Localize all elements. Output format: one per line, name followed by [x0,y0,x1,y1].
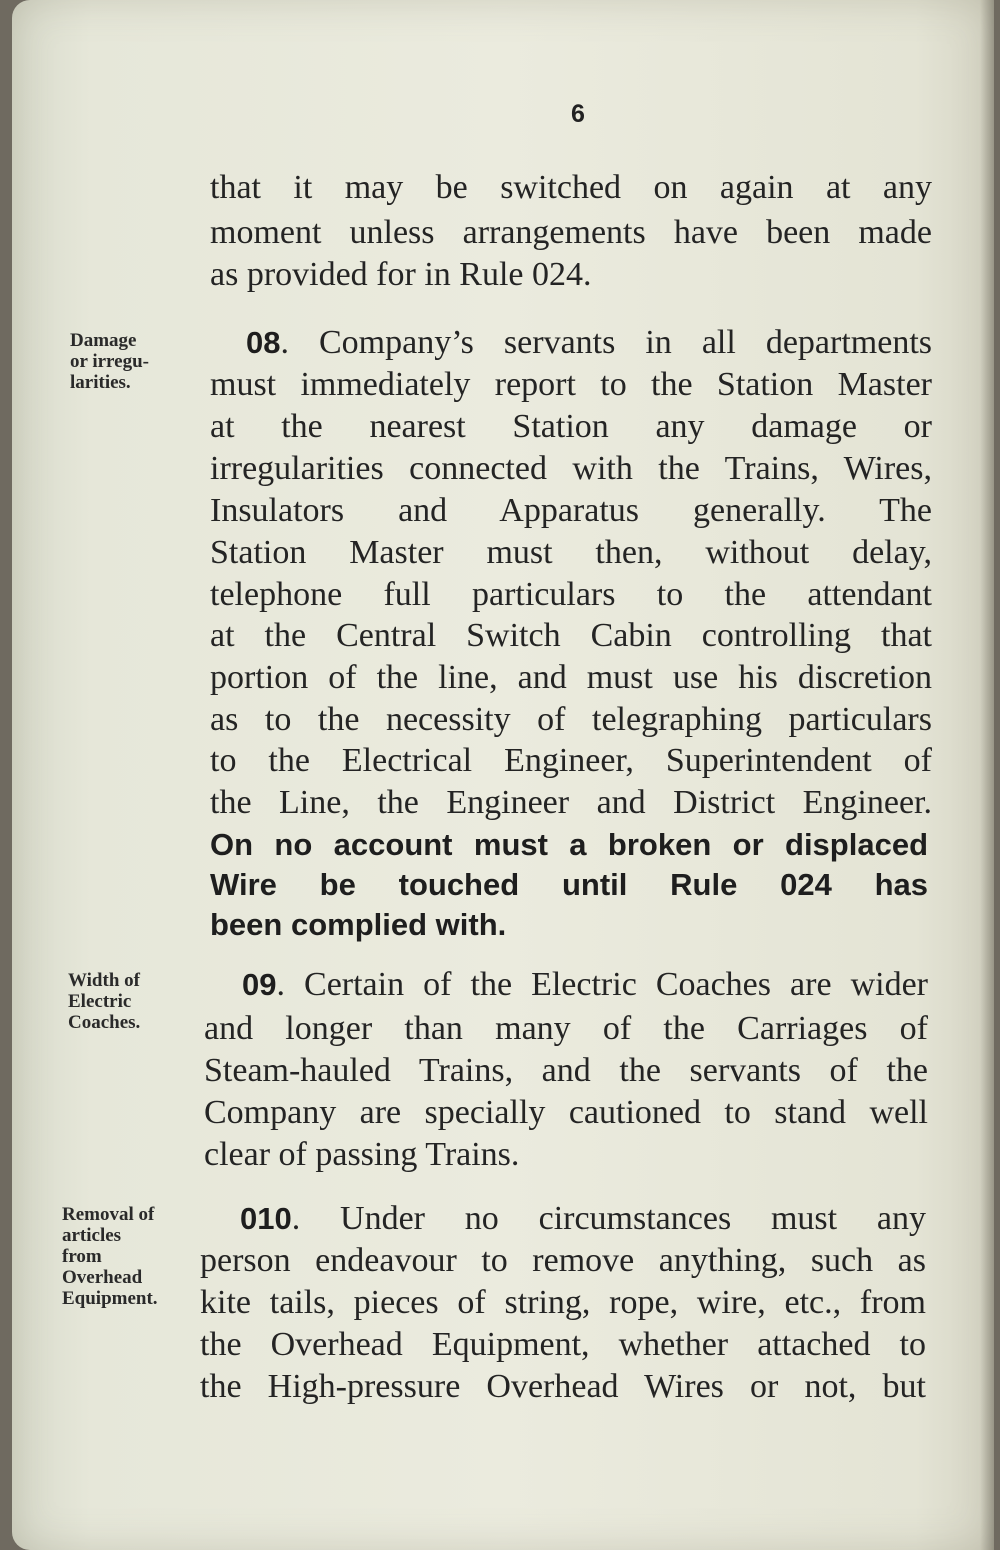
rule-010-line: kite tails, pieces of string, rope, wire, etc., from [200,1284,926,1321]
margin-note-line: Width of [68,970,140,991]
rule-08-line: to the Electrical Engineer, Superintendent of [210,742,932,779]
rule-09-line: clear of passing Trains. [204,1136,520,1173]
margin-note-line: articles [62,1225,122,1246]
margin-note-removal [62,1204,158,1309]
rule-010-first-line [240,1198,926,1240]
rule-010-line: the High-pressure Overhead Wires or not, but [200,1368,926,1405]
rule-09-first-line [242,964,928,1006]
rule-number: 09 [242,967,277,1002]
rule-010-first-text: . Under no circumstances must any [291,1200,926,1237]
rule-09-line: and longer than many of the Carriages of [204,1010,928,1047]
rule-number: 010 [240,1201,292,1236]
rule-09-line: Steam-hauled Trains, and the servants of the [204,1052,928,1089]
rule-08-line: at the nearest Station any damage or [210,408,932,445]
rule-09-first-text: . Certain of the Electric Coaches are wider [276,966,928,1003]
rule-08-line: portion of the line, and must use his discretion [210,659,932,696]
rule-08-line: must immediately report to the Station Master [210,366,932,403]
rule-08-line: as to the necessity of telegraphing particulars [210,701,932,738]
margin-note-line: Coaches. [68,1012,141,1033]
continuation-line: that it may be switched on again at any [210,169,932,206]
rule-08-line: the Line, the Engineer and District Engineer. [210,784,932,821]
rule-08-bold-line: On no account must a broken or displaced [210,827,928,862]
margin-note-line: Overhead [62,1267,143,1288]
margin-note-line: or irregu- [70,351,149,372]
rule-08-bold-line: Wire be touched until Rule 024 has [210,867,928,902]
rule-08-line: Insulators and Apparatus generally. The [210,492,932,529]
rule-08-bold-line: been complied with. [210,907,507,942]
margin-note-line: Removal of [62,1204,155,1225]
rule-08-line: telephone full particulars to the attendant [210,576,932,613]
rule-010-line: the Overhead Equipment, whether attached to [200,1326,926,1363]
continuation-line: moment unless arrangements have been made [210,214,932,251]
rule-08-first-text: . Company’s servants in all departments [280,324,932,361]
margin-note-line: Equipment. [62,1288,158,1309]
rule-08-line: at the Central Switch Cabin controlling that [210,617,932,654]
page-number: 6 [571,100,585,128]
rule-08-first-line [246,322,932,364]
rule-08-line: irregularities connected with the Trains, Wires, [210,450,932,487]
rule-08-line: Station Master must then, without delay, [210,534,932,571]
rule-010-line: person endeavour to remove anything, such as [200,1242,926,1279]
continuation-line: as provided for in Rule 024. [210,256,592,293]
page-edge-shadow [980,0,994,1550]
margin-note-line: Damage [70,330,137,351]
margin-note-damage [70,330,149,393]
margin-note-line: larities. [70,372,131,393]
margin-note-line: Electric [68,991,132,1012]
rule-09-line: Company are specially cautioned to stand well [204,1094,928,1131]
rule-number: 08 [246,325,281,360]
margin-note-line: from [62,1246,102,1267]
margin-note-width [68,970,140,1033]
